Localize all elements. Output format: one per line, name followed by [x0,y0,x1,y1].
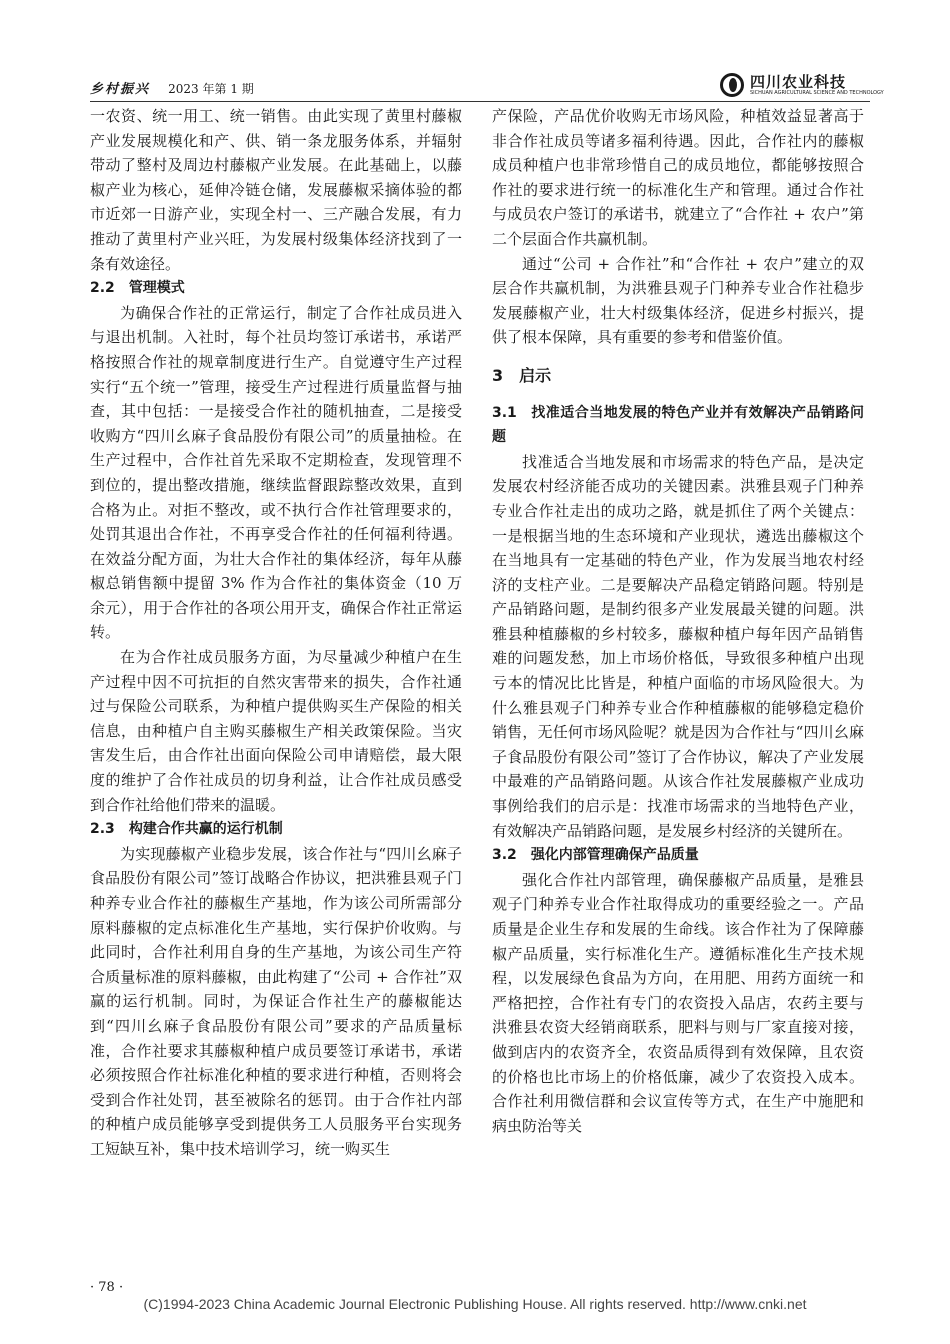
journal-emblem-icon [720,73,744,97]
section-number: 2.2 [90,280,115,297]
paragraph: 为实现藤椒产业稳步发展，该合作社与“四川幺麻子食品股份有限公司”签订战略合作协议，把洪雅县观子门种养专业合作社的藤椒生产基地，作为该公司所需部分原料藤椒的定点标准化生产基地，实行保护价收购。与此同时，合作社利用自身的生产基地，为该公司生产符合质量标准的原料藤椒，由此构建了“公司 + 合作社”双赢的运行机制。同时，为保证合作社生产的藤椒能达到“四川幺麻子食品股份有限公司”要求的产品质量标准，合作社要求其藤椒种植户成员要签订承诺书，承诺必须按照合作社标准化种植的要求进行种植，否则将会受到合作社处罚，甚至被除名的惩罚。由于合作社内部的种植户成员能够享受到提供务工人员服务平台实现务工短缺互补，集中技术培训学习，统一购买生 [90,844,462,1158]
paragraph: 强化合作社内部管理，确保藤椒产品质量，是雅县观子门种养专业合作社取得成功的重要经验之一。产品质量是企业生存和发展的生命线。该合作社为了保障藤椒产品质量，实行标准化生产。遵循标准化生产技术规程，以发展绿色食品为方向，在用肥、用药方面统一和严格把控，合作社有专门的农资投入品店，农药主要与洪雅县农资大经销商联系，肥料与则与厂家直接对接，做到店内的农资齐全，农资品质得到有效保障，且农资的价格也比市场上的价格低廉，减少了农资投入成本。合作社利用微信群和会议宣传等方式，在生产中施肥和病虫防治等关 [492,870,864,1135]
paragraph: 找准适合当地发展和市场需求的特色产品，是决定发展农村经济能否成功的关键因素。洪雅县观子门种养专业合作社走出的成功之路，就是抓住了两个关键点：一是根据当地的生态环境和产业现状，遴选出藤椒这个在当地具有一定基础的特色产业，作为发展当地农村经济的支柱产业。二是要解决产品稳定销路问题。特别是产品销路问题，是制约很多产业发展最关键的问题。洪雅县种植藤椒的乡村较多，藤椒种植户每年因产品销售难的问题发愁，加上市场价格低，导致很多种植户出现亏本的情况比比皆是，种植户面临的市场风险很大。为什么雅县观子门种养专业合作种植藤椒的能够稳定稳价销售，无任何市场风险呢？就是因为合作社与“四川幺麻子食品股份有限公司”签订了合作协议，解决了产业发展中最难的产品销路问题。从该合作社发展藤椒产业成功事例给我们的启示是：找准市场需求的当地特色产业，有效解决产品销路问题，是发展乡村经济的关键所在。 [492,452,864,840]
page-number: · 78 · [90,1280,124,1295]
section-heading-2-2 [90,276,462,301]
journal-name-en: SICHUAN AGRICULTURAL SCIENCE AND TECHNOLOGY [750,90,884,96]
left-column [90,104,462,1162]
right-column [492,104,864,1138]
paragraph: 一农资、统一用工、统一销售。由此实现了黄里村藤椒产业发展规模化和产、供、销一条龙服务体系，并辐射带动了整村及周边村藤椒产业发展。在此基础上，以藤椒产业为核心，延伸冷链仓储，发展藤椒采摘体验的都市近郊一日游产业，实现全村一、三产融合发展，有力推动了黄里村产业兴旺，为发展村级集体经济找到了一条有效途径。 [90,107,462,273]
section-heading-3 [492,364,864,389]
paragraph: 通过“公司 + 合作社”和“合作社 + 农户”建立的双层合作共赢机制，为洪雅县观子门种养专业合作社稳步发展藤椒产业，壮大村级集体经济，促进乡村振兴，提供了根本保障，具有重要的参考和借鉴价值。 [492,254,864,347]
section-number: 2.3 [90,821,115,838]
section-title: 找准适合当地发展的特色产业并有效解决产品销路问题 [492,404,864,446]
section-title: 构建合作共赢的运行机制 [128,821,283,838]
header-left [90,78,254,97]
section-heading-2-3 [90,817,462,842]
column-name: 乡村振兴 [90,82,151,97]
paragraph: 产保险，产品优价收购无市场风险，种植效益显著高于非合作社成员等诸多福利待遇。因此，合作社内的藤椒成员种植户也非常珍惜自己的成员地位，都能够按照合作社的要求进行统一的标准化生产和管理。通过合作社与成员农户签订的承诺书，就建立了“合作社 + 农户”第二个层面合作共赢机制。 [492,107,864,248]
issue-info: 2023 年第 1 期 [168,82,254,96]
paragraph: 在为合作社成员服务方面，为尽量减少种植户在生产过程中因不可抗拒的自然灾害带来的损失，合作社通过与保险公司联系，为种植户提供购买生产保险的相关信息，由种植户自主购买藤椒生产相关政策保险。当灾害发生后，由合作社出面向保险公司申请赔偿，最大限度的维护了合作社成员的切身利益，让合作社成员感受到合作社给他们带来的温暖。 [90,648,462,814]
journal-logo [720,70,884,100]
section-title: 管理模式 [128,280,185,297]
section-number: 3.1 [492,404,517,421]
journal-name-cn: 四川农业科技 [750,73,847,91]
section-number: 3.2 [492,847,517,864]
section-heading-3-2 [492,843,864,868]
header-rule [90,101,870,102]
running-header [90,70,884,100]
section-title: 启示 [519,365,552,385]
section-heading-3-1 [492,401,864,450]
copyright-notice: (C)1994-2023 China Academic Journal Electronic Publishing House. All rights reserved. http://www.cnki.net [143,1296,807,1312]
section-title: 强化内部管理确保产品质量 [530,847,699,864]
paragraph: 为确保合作社的正常运行，制定了合作社成员进入与退出机制。入社时，每个社员均签订承诺书，承诺严格按照合作社的规章制度进行生产。自觉遵守生产过程实行“五个统一”管理，接受生产过程进行质量监督与抽查，其中包括：一是接受合作社的随机抽查，二是接受收购方“四川幺麻子食品股份有限公司”的质量抽检。在生产过程中，合作社首先采取不定期检查，发现管理不到位的，提出整改措施，继续监督跟踪整改效果，直到合格为止。对拒不整改，或不执行合作社管理要求的，处罚其退出合作社，不再享受合作社的任何福利待遇。在效益分配方面，为壮大合作社的集体经济，每年从藤椒总销售额中提留 3% 作为合作社的集体资金（10 万余元），用于合作社的各项公用开支，确保合作社正常运转。 [90,303,462,642]
section-number: 3 [492,365,504,385]
